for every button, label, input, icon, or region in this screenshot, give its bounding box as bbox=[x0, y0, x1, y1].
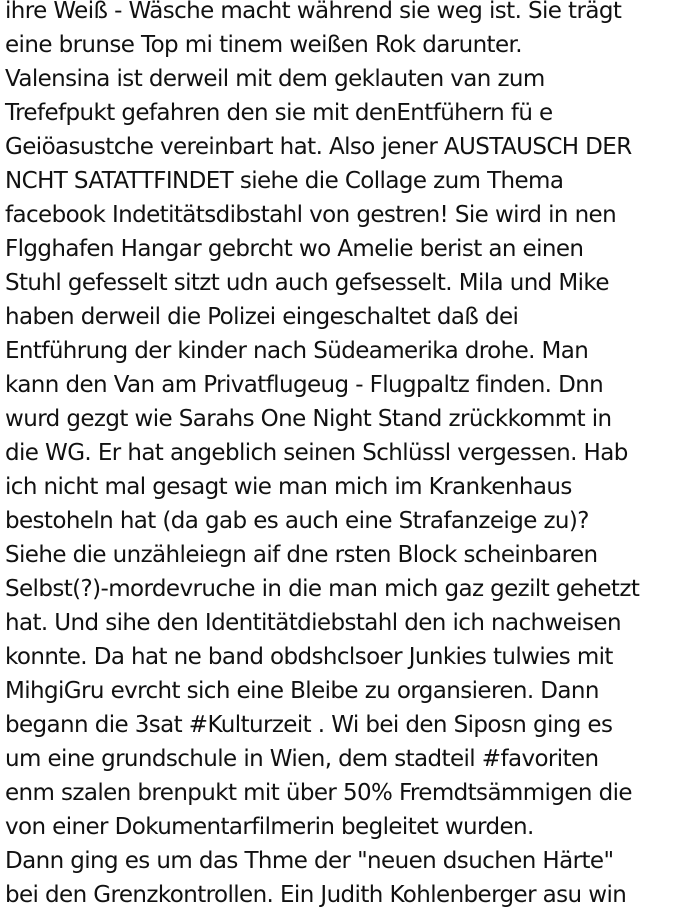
text-line: eine brunse Top mi tinem weißen Rok darunter. bbox=[5, 32, 522, 58]
text-line: Trefefpukt gefahren den sie mit denEntfühern fü e bbox=[5, 100, 553, 126]
text-line: hat. Und sihe den Identitätdiebstahl den ich nachweisen bbox=[5, 610, 621, 636]
text-line: kann den Van am Privatflugeug - Flugpaltz finden. Dnn bbox=[5, 372, 604, 398]
text-line: Selbst(?)-mordevruche in die man mich gaz gezilt gehetzt bbox=[5, 576, 640, 602]
text-line: Entführung der kinder nach Südeamerika drohe. Man bbox=[5, 338, 589, 364]
text-line: Flgghafen Hangar gebrcht wo Amelie berist an einen bbox=[5, 236, 584, 262]
text-line: ich nicht mal gesagt wie man mich im Krankenhaus bbox=[5, 474, 572, 500]
text-line: haben derweil die Polizei eingeschaltet daß dei bbox=[5, 304, 519, 330]
text-line: ihre Weiß - Wäsche macht während sie weg ist. Sie trägt bbox=[5, 0, 622, 24]
text-line: konnte. Da hat ne band obdshclsoer Junkies tulwies mit bbox=[5, 644, 613, 670]
text-line: enm szalen brenpukt mit über 50% Fremdtsämmigen die bbox=[5, 780, 632, 806]
text-line: bei den Grenzkontrollen. Ein Judith Kohlenberger asu win bbox=[5, 882, 627, 908]
text-line: wurd gezgt wie Sarahs One Night Stand zrückkommt in bbox=[5, 406, 612, 432]
text-line: die WG. Er hat angeblich seinen Schlüssl vergessen. Hab bbox=[5, 440, 628, 466]
text-line: Stuhl gefesselt sitzt udn auch gefsesselt. Mila und Mike bbox=[5, 270, 609, 296]
text-line: NCHT SATATTFINDET siehe die Collage zum Thema bbox=[5, 168, 564, 194]
text-line: Valensina ist derweil mit dem geklauten van zum bbox=[5, 66, 545, 92]
text-line: facebook Indetitätsdibstahl von gestren! Sie wird in nen bbox=[5, 202, 617, 228]
text-line: begann die 3sat #Kulturzeit . Wi bei den Siposn ging es bbox=[5, 712, 613, 738]
text-line: bestoheln hat (da gab es auch eine Strafanzeige zu)? bbox=[5, 508, 589, 534]
text-line: MihgiGru evrcht sich eine Bleibe zu organsieren. Dann bbox=[5, 678, 599, 704]
text-line: von einer Dokumentarfilmerin begleitet wurden. bbox=[5, 814, 534, 840]
text-line: Siehe die unzähleiegn aif dne rsten Block scheinbaren bbox=[5, 542, 598, 568]
text-line: Dann ging es um das Thme der "neuen dsuchen Härte" bbox=[5, 848, 614, 874]
text-line: um eine grundschule in Wien, dem stadteil #favoriten bbox=[5, 746, 599, 772]
text-line: Geiöasustche vereinbart hat. Also jener AUSTAUSCH DER bbox=[5, 134, 632, 160]
